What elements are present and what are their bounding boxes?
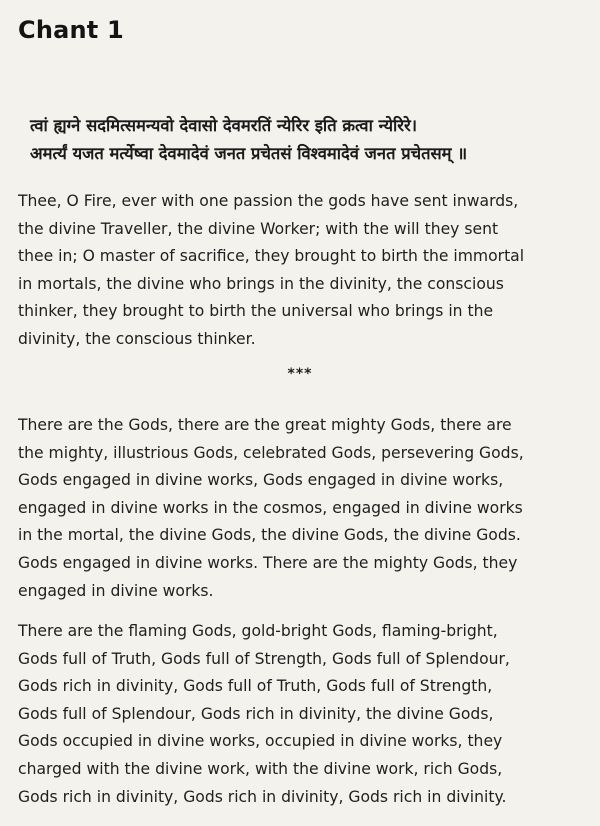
flaming-gods-paragraph [18, 618, 586, 811]
chapter-title: Chant 1 [18, 16, 124, 44]
text-line: Gods full of Truth, Gods full of Strength, Gods full of Splendour, [18, 649, 510, 668]
text-line: in mortals, the divine who brings in the divinity, the conscious [18, 274, 504, 293]
translation-paragraph [18, 188, 586, 354]
text-line: the mighty, illustrious Gods, celebrated Gods, persevering Gods, [18, 443, 524, 462]
sanskrit-line: अमर्त्यं यजत मर्त्येष्वा देवमादेवं जनत प्रचेतसं विश्वमादेवं जनत प्रचेतसम् ॥ [30, 144, 468, 163]
text-line: There are the Gods, there are the great mighty Gods, there are [18, 416, 512, 434]
text-line: engaged in divine works in the cosmos, engaged in divine works [18, 498, 523, 517]
text-line: Gods occupied in divine works, occupied in divine works, they [18, 732, 503, 751]
text-line: the divine Traveller, the divine Worker; with the will they sent [18, 219, 499, 238]
text-line: Gods full of Splendour, Gods rich in divinity, the divine Gods, [18, 704, 494, 723]
text-line: charged with the divine work, with the divine work, rich Gods, [18, 759, 503, 778]
gods-paragraph [18, 412, 586, 605]
text-line: engaged in divine works. [18, 581, 214, 600]
sanskrit-verse [30, 112, 590, 168]
text-line: thinker, they brought to birth the universal who brings in the [18, 302, 494, 321]
text-line: Gods rich in divinity, Gods full of Truth, Gods full of Strength, [18, 677, 493, 696]
text-line: Gods engaged in divine works, Gods engaged in divine works, [18, 471, 504, 490]
text-line: in the mortal, the divine Gods, the divine Gods, the divine Gods. [18, 526, 521, 545]
text-line: Gods engaged in divine works. There are the mighty Gods, they [18, 553, 518, 572]
text-line: Thee, O Fire, ever with one passion the gods have sent inwards, [18, 192, 519, 210]
sanskrit-line: त्वां ह्यग्ने सदमित्समन्यवो देवासो देवमरतिं न्येरिर इति क्रत्वा न्येरिरे। [30, 116, 418, 135]
text-line: There are the flaming Gods, gold-bright Gods, flaming-bright, [18, 622, 498, 640]
text-line: divinity, the conscious thinker. [18, 329, 256, 348]
text-line: thee in; O master of sacrifice, they brought to birth the immortal [18, 247, 525, 266]
section-separator: *** [287, 366, 313, 382]
text-line: Gods rich in divinity, Gods rich in divinity, Gods rich in divinity. [18, 787, 507, 806]
